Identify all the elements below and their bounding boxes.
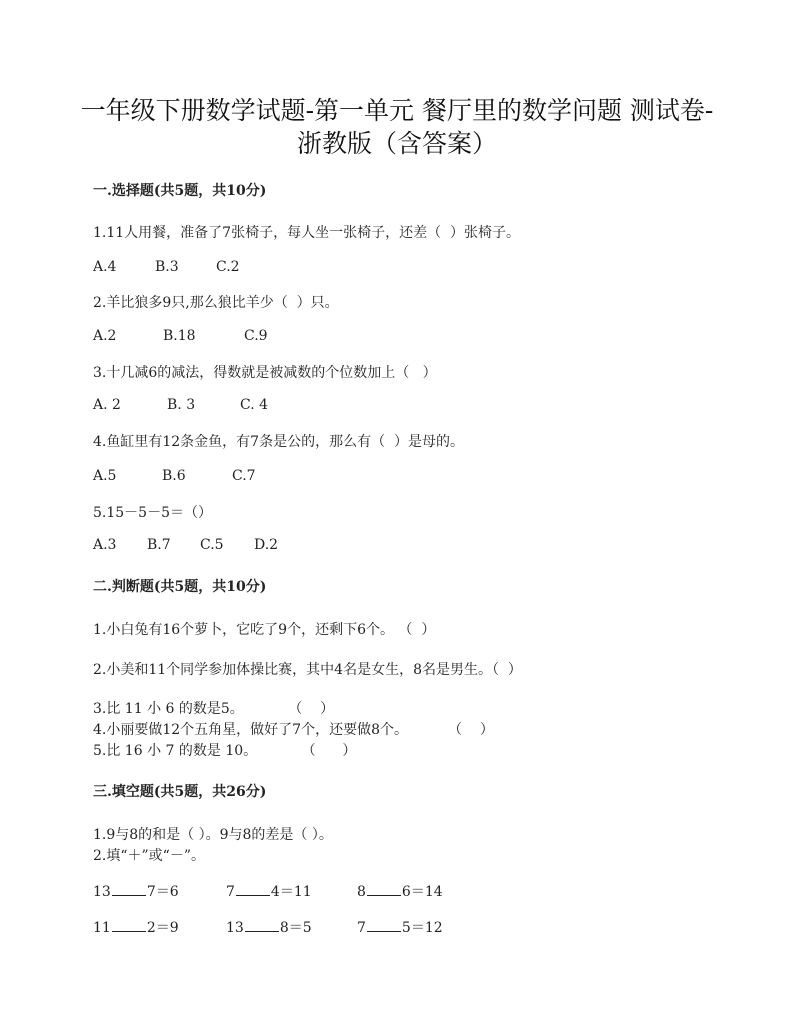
judge-question-2: 2.小美和11个同学参加体操比赛，其中4名是女生，8名是男生。（ ） [93,662,522,678]
operand: 5＝12 [401,920,443,936]
operand: 13 [93,884,111,900]
option: B.18 [163,328,196,344]
operand: 7 [226,884,235,900]
operand: 11 [93,920,111,936]
answer-blank[interactable] [367,883,401,896]
option: C.2 [216,259,240,275]
operand: 6＝14 [401,884,443,900]
answer-blank[interactable] [245,919,279,932]
option: A.3 [93,537,117,553]
equation [226,881,312,901]
operand: 8＝5 [279,920,312,936]
judge-question-3: 3.比 11 小 6 的数是5。 （ ） [93,701,335,717]
option: B.7 [147,537,171,553]
operand: 4＝11 [270,884,312,900]
answer-blank[interactable] [112,883,146,896]
judge-question-5: 5.比 16 小 7 的数是 10。 （ ） [93,743,357,759]
option: D.2 [254,537,279,553]
page-title-line-2: 浙教版（含答案） [296,129,497,158]
option: A.5 [93,468,117,484]
equation [357,881,443,901]
equation [93,917,179,937]
section-heading-choice: 一.选择题(共5题，共10分) [93,183,267,199]
section-heading-fill: 三.填空题(共5题，共26分) [93,784,267,800]
choice-question-1: 1.11人用餐，准备了7张椅子，每人坐一张椅子，还差（ ）张椅子。 [93,225,520,241]
answer-blank[interactable] [367,919,401,932]
option: B.3 [155,259,179,275]
option: B. 3 [167,397,196,413]
judge-question-1: 1.小白兔有16个萝卜，它吃了9个，还剩下6个。 （ ） [93,622,436,638]
choice-question-5: 5.15－5－5＝（） [93,505,212,521]
operand: 7＝6 [146,884,179,900]
fill-question-1: 1.9与8的和是（ ）。9与8的差是（ ）。 [93,827,333,843]
option: A.2 [93,328,117,344]
fill-question-2: 2.填“＋”或“－”。 [93,848,205,864]
equation [357,917,443,937]
section-heading-judge: 二.判断题(共5题，共10分) [93,579,267,595]
option: B.6 [162,468,186,484]
judge-question-4: 4.小丽要做12个五角星，做好了7个，还要做8个。 （ ） [93,722,494,738]
option: C. 4 [240,397,269,413]
answer-blank[interactable] [112,919,146,932]
option: A.4 [93,259,117,275]
choice-question-3: 3.十几减6的减法，得数就是被减数的个位数加上（ ） [93,365,437,381]
option: C.5 [200,537,224,553]
option: C.9 [244,328,268,344]
equation [93,881,179,901]
operand: 8 [357,884,366,900]
operand: 7 [357,920,366,936]
operand: 2＝9 [146,920,179,936]
equation [226,917,312,937]
page-title-line-1: 一年级下册数学试题-第一单元 餐厅里的数学问题 测试卷- [80,96,714,125]
operand: 13 [226,920,244,936]
choice-question-2: 2.羊比狼多9只,那么狼比羊少（ ）只。 [93,295,339,311]
option: A. 2 [93,397,121,413]
answer-blank[interactable] [236,883,270,896]
choice-question-4: 4.鱼缸里有12条金鱼，有7条是公的，那么有（ ）是母的。 [93,434,464,450]
option: C.7 [232,468,256,484]
